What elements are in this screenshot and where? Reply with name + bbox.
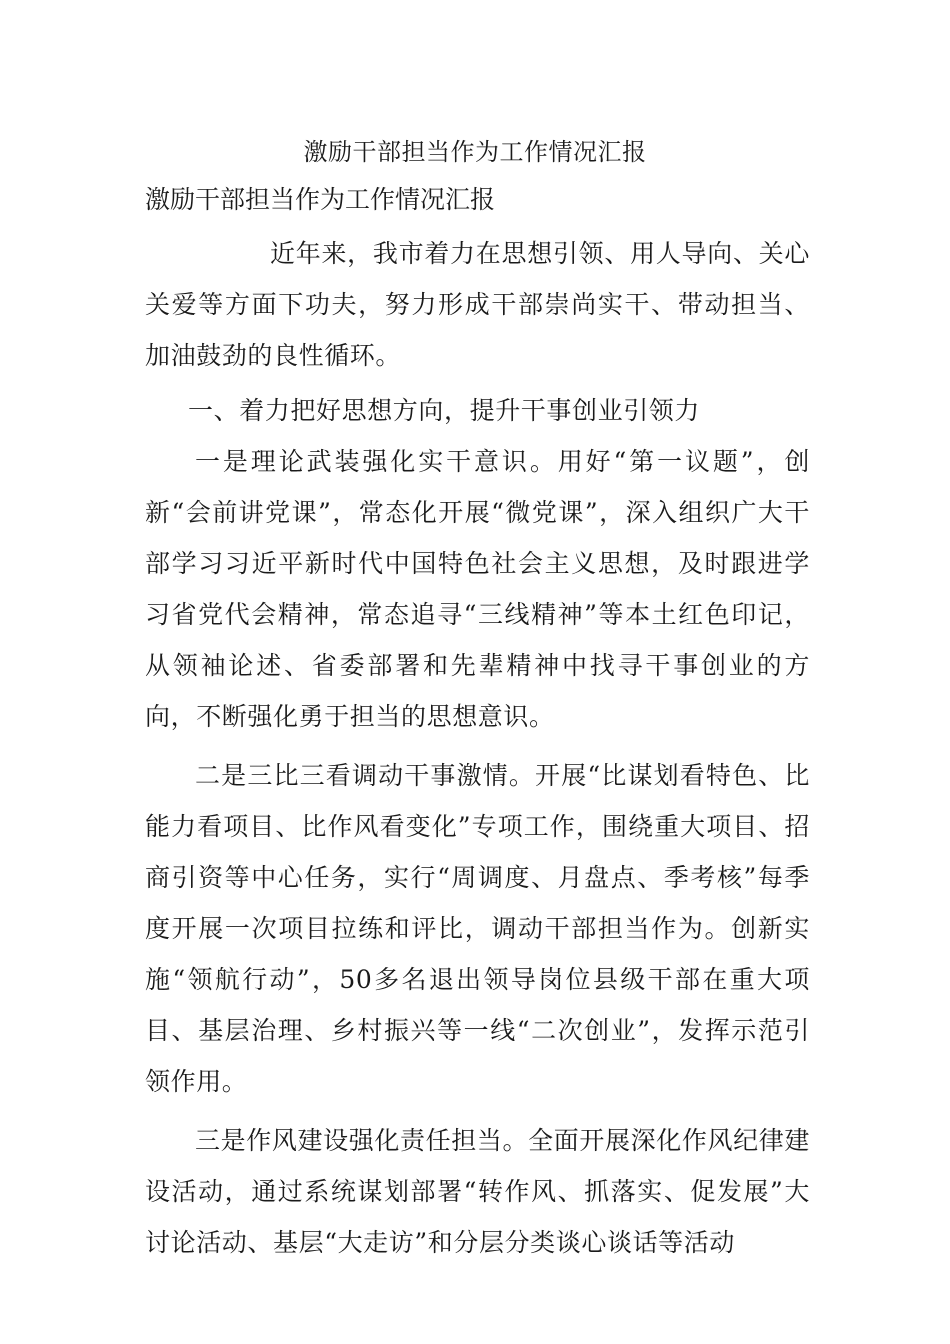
- paragraph-work-style: 三是作风建设强化责任担当。全面开展深化作风纪律建设活动，通过系统谋划部署“转作风、抓落实、促发展”大讨论活动、基层“大走访”和分层分类谈心谈话等活动: [145, 1126, 810, 1257]
- intro-paragraph: 近年来，我市着力在思想引领、用人导向、关心关爱等方面下功夫，努力形成干部崇尚实干、带动担当、加油鼓劲的良性循环。: [145, 239, 810, 370]
- paragraph-three-compare: 二是三比三看调动干事激情。开展“比谋划看特色、比能力看项目、比作风看变化”专项工作，围绕重大项目、招商引资等中心任务，实行“周调度、月盘点、季考核”每季度开展一次项目拉练和评比，调动干部担当作为。创新实施“领航行动”，50多名退出领导岗位县级干部在重大项目、基层治理、乡村振兴等一线“二次创业”，发挥示范引领作用。: [145, 761, 810, 1096]
- paragraph-theory: 一是理论武装强化实干意识。用好“第一议题”，创新“会前讲党课”，常态化开展“微党课”，深入组织广大干部学习习近平新时代中国特色社会主义思想，及时跟进学习省党代会精神，常态追寻“三线精神”等本土红色印记，从领袖论述、省委部署和先辈精神中找寻干事创业的方向，不断强化勇于担当的思想意识。: [145, 447, 810, 731]
- section-heading-1: 一、着力把好思想方向，提升干事创业引领力: [188, 396, 701, 425]
- document-subtitle: 激励干部担当作为工作情况汇报: [145, 185, 496, 214]
- document-body: [145, 228, 810, 1268]
- document-title: 激励干部担当作为工作情况汇报: [303, 138, 647, 166]
